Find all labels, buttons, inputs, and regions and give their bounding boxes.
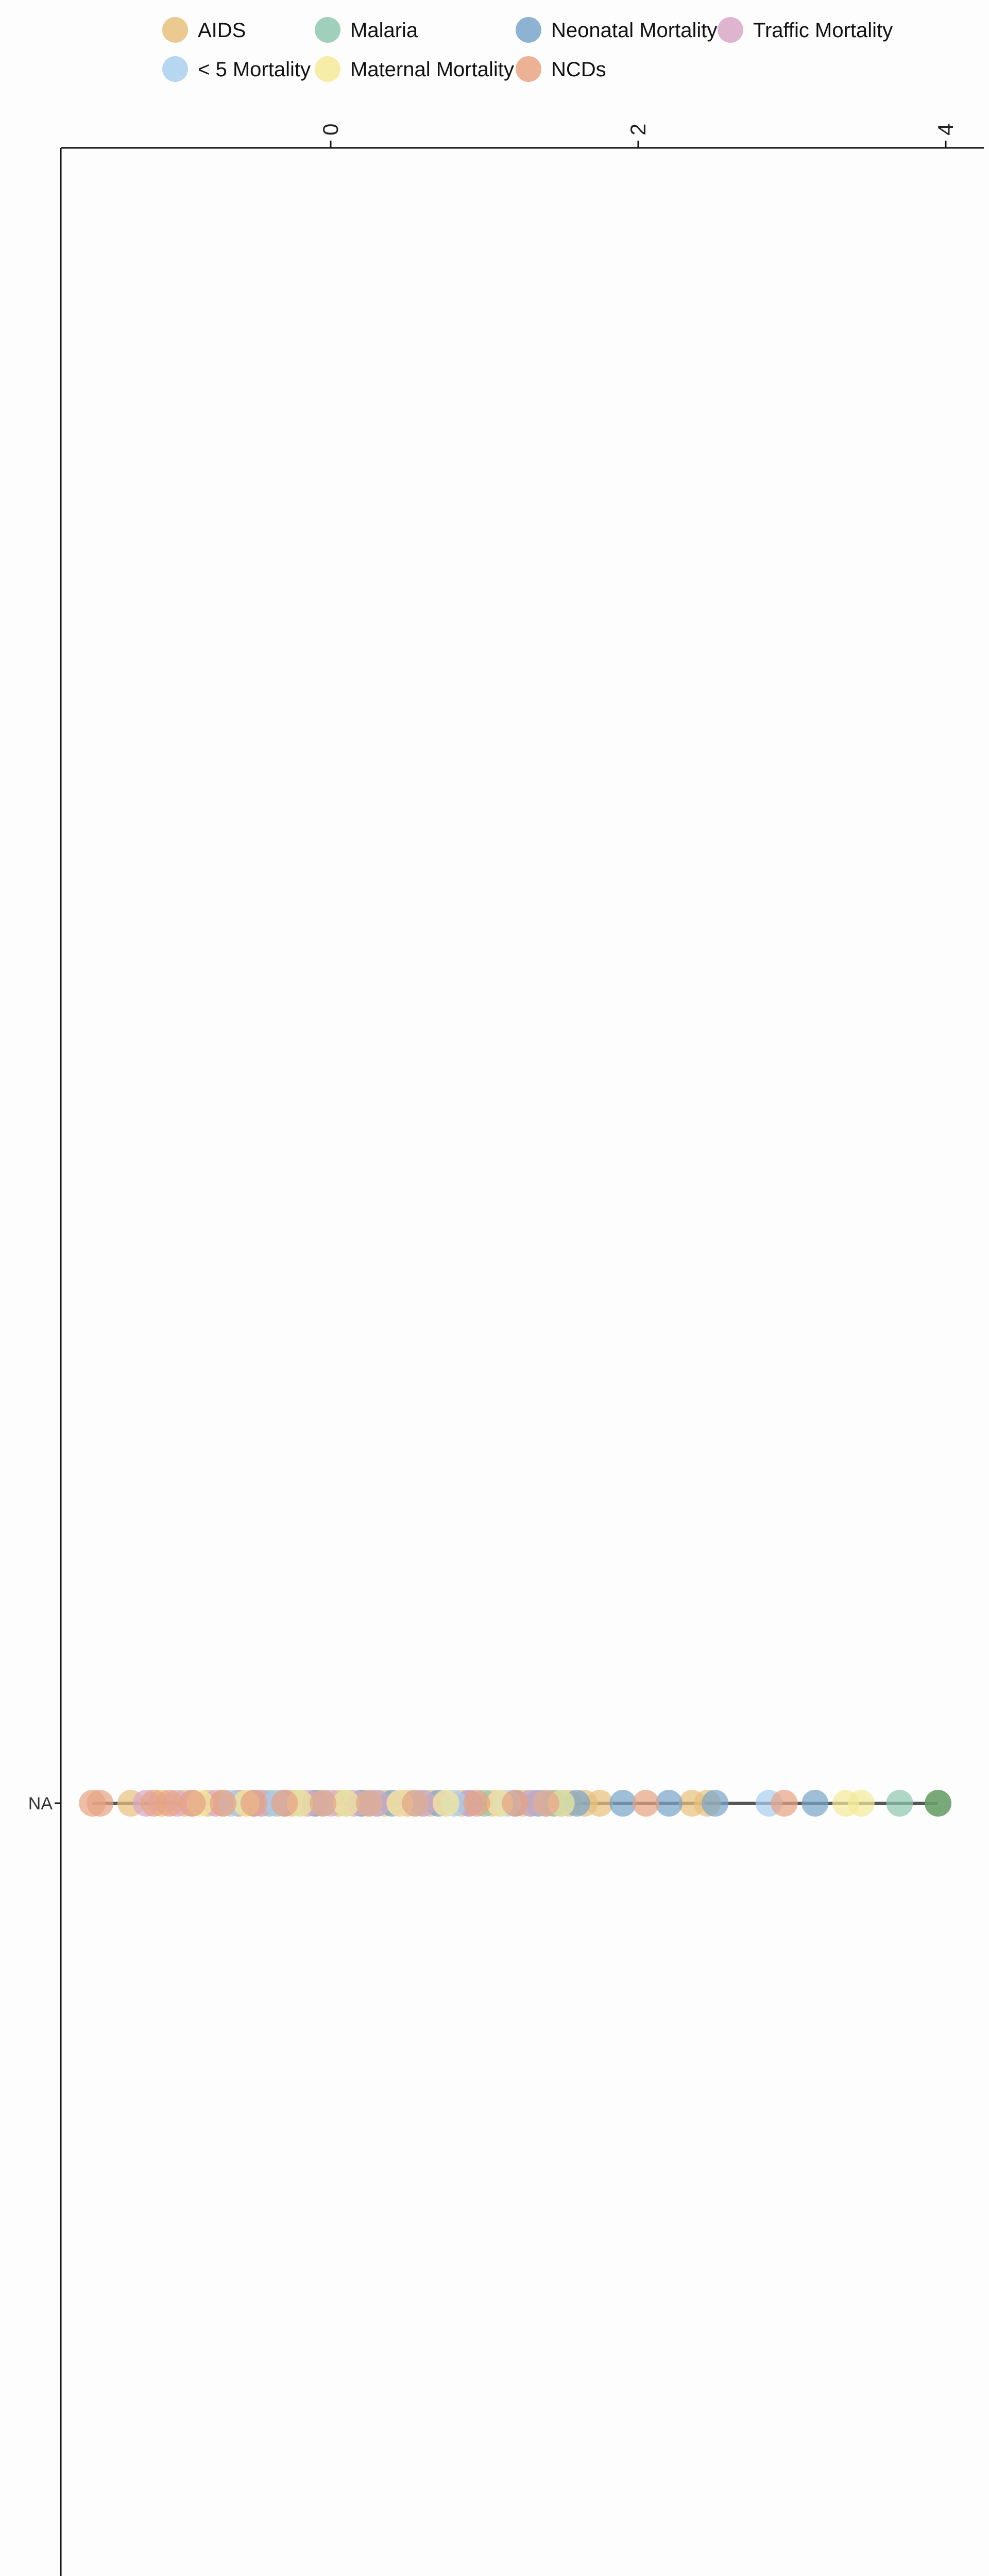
point-ncds-14 bbox=[633, 1790, 659, 1817]
legend-item-traffic-mortality bbox=[718, 17, 893, 43]
legend-item-aids bbox=[162, 17, 246, 43]
legend-item-malaria bbox=[315, 17, 418, 43]
point-ncds-6 bbox=[241, 1790, 267, 1817]
legend-label-malaria: Malaria bbox=[350, 19, 418, 42]
point-ncds-1 bbox=[87, 1790, 113, 1817]
legend-swatch-maternal-mortality bbox=[315, 56, 340, 82]
legend-label-neonatal-mortality: Neonatal Mortality bbox=[551, 19, 718, 42]
point-ncds-10 bbox=[402, 1790, 429, 1817]
point-ncds-15 bbox=[771, 1790, 798, 1817]
point-ncds-12 bbox=[502, 1790, 528, 1817]
legend bbox=[162, 17, 893, 82]
legend-item-neonatal-mortality bbox=[516, 17, 717, 43]
axes bbox=[28, 124, 984, 2576]
point-maternal-mortality-3 bbox=[333, 1790, 360, 1817]
point-neonatal-mortality-13 bbox=[702, 1790, 728, 1817]
legend-item-maternal-mortality bbox=[315, 56, 514, 82]
point-ncds-9 bbox=[356, 1790, 383, 1817]
point-neonatal-mortality-14 bbox=[802, 1790, 828, 1817]
x-tick-label-4: 4 bbox=[933, 123, 958, 135]
legend-item-ncds bbox=[516, 56, 606, 82]
point-ncds-11 bbox=[464, 1790, 490, 1817]
legend-swatch-neonatal-mortality bbox=[516, 17, 541, 43]
point-maternal-mortality-9 bbox=[848, 1790, 875, 1817]
point-ncds-7 bbox=[271, 1790, 298, 1817]
point-neonatal-mortality-11 bbox=[609, 1790, 636, 1817]
point-ncds-13 bbox=[533, 1790, 559, 1817]
legend-swatch-malaria bbox=[315, 17, 340, 43]
point-maternal-mortality-5 bbox=[433, 1790, 459, 1817]
legend-item-5-mortality bbox=[162, 56, 311, 82]
legend-swatch-aids bbox=[162, 17, 188, 43]
legend-label-5-mortality: < 5 Mortality bbox=[198, 58, 311, 81]
x-tick-label-0: 0 bbox=[318, 123, 343, 135]
legend-swatch-traffic-mortality bbox=[718, 17, 743, 43]
legend-label-ncds: NCDs bbox=[551, 58, 606, 81]
point-end-marker bbox=[925, 1790, 951, 1817]
data-points bbox=[79, 1790, 951, 1817]
point-ncds-3 bbox=[156, 1790, 183, 1817]
legend-swatch-ncds bbox=[516, 56, 541, 82]
y-category-label-na: NA bbox=[28, 1794, 53, 1814]
legend-label-maternal-mortality: Maternal Mortality bbox=[350, 58, 514, 81]
legend-label-aids: AIDS bbox=[198, 19, 246, 42]
point-neonatal-mortality-12 bbox=[656, 1790, 683, 1817]
point-aids-22 bbox=[586, 1790, 613, 1817]
point-malaria-8 bbox=[886, 1790, 913, 1817]
legend-label-traffic-mortality: Traffic Mortality bbox=[753, 19, 893, 42]
x-tick-label-2: 2 bbox=[626, 123, 650, 135]
legend-swatch-5-mortality bbox=[162, 56, 188, 82]
point-ncds-8 bbox=[310, 1790, 336, 1817]
point-ncds-5 bbox=[210, 1790, 236, 1817]
point-ncds-4 bbox=[179, 1790, 206, 1817]
